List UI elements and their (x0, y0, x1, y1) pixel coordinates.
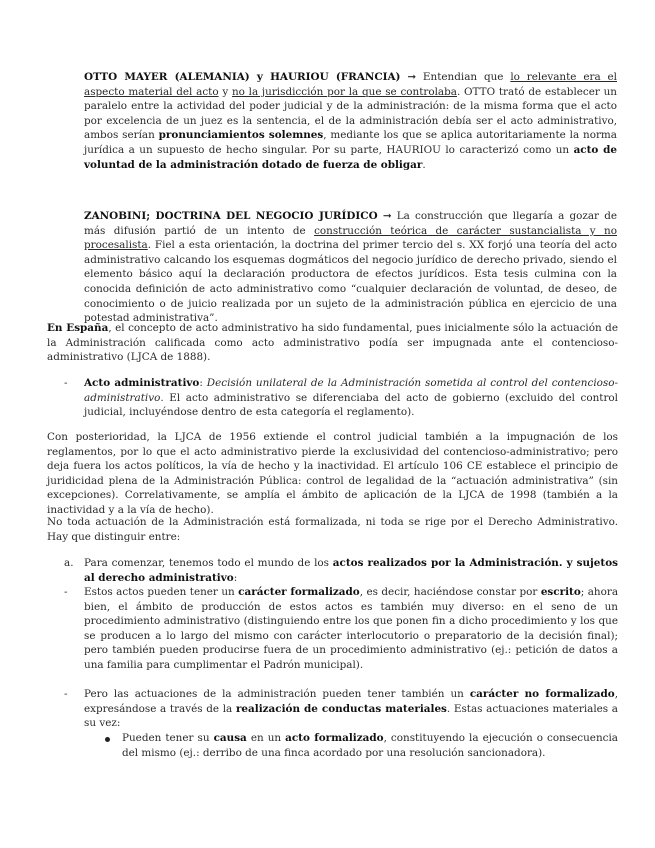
dash-marker: - (64, 586, 68, 598)
espana-paragraph: En España, el concepto de acto administrativo ha sido fundamental, pues inicialmente sólo la actuación de la Administración calificada como acto administrativo podía ser impugnada ante el contencioso-administrativo (LJCA de 1888). (47, 322, 618, 364)
zanobini-heading: ZANOBINI; DOCTRINA DEL NEGOCIO JURÍDICO (84, 210, 378, 222)
list-marker-a: a. (64, 557, 74, 569)
acto-administrativo-item: Acto administrativo: Decisión unilateral de la Administración sometida al control del contencioso-administrativo. El acto administrativo se diferenciaba del acto de gobierno (excluido del control judicial, incluyéndose dentro de esta categoría el reglamento). (84, 377, 618, 419)
otto-mayer-paragraph: OTTO MAYER (ALEMANIA) y HAURIOU (FRANCIA) ➞ Entendian que lo relevante era el aspecto material del acto y no la jurisdicción por la que se controlaba. OTTO trató de establecer un paralelo entre la actividad del poder judicial y de la administración: de la misma forma que el acto por excelencia de un juez es la sentencia, el de la administración debía ser el acto administrativo, ambos serían pronunciamientos solemnes, mediante los que se aplica autoritariamente la norma jurídica a un supuesto de hecho singular. Por su parte, HAURIOU lo caracterizó como un acto de voluntad de la administración dotado de fuerza de obligar. (84, 71, 617, 171)
zanobini-paragraph: ZANOBINI; DOCTRINA DEL NEGOCIO JURÍDICO ➞ La construcción que llegaría a gozar de más difusión partió de un intento de construcción teórica de carácter sustancialista y no procesalista. Fiel a esta orientación, la doctrina del primer tercio del s. XX forjó una teoría del acto administrativo calcando los esquemas dogmáticos del negocio jurídico de derecho privado, siendo el elemento básico aquí la declaración productora de efectos jurídicos. Esta tesis culmina con la conocida definición de acto administrativo como “cualquier declaración de voluntad, de deseo, de conocimiento o de juicio realizada por un sujeto de la administración pública en ejercicio de una potestad administrativa”. (84, 210, 618, 325)
posterioridad-paragraph: Con posterioridad, la LJCA de 1956 extiende el control judicial también a la impugnación de los reglamentos, por lo que el acto administrativo pierde la exclusividad del contencioso-administrativo; pero deja fuera los actos políticos, la vía de hecho y la inactividad. El artículo 106 CE establece el principio de juridicidad plena de la Administración Pública: control de legalidad de la “actuación administrativa” (sin excepciones). Correlativamente, se amplía el ámbito de aplicación de la LJCA de 1998 (también a la inactividad y a la vía de hecho). (47, 431, 618, 516)
causa-subitem: Pueden tener su causa en un acto formalizado, constituyendo la ejecución o consecuencia del mismo (ej.: derribo de una finca acordado por una resolución sancionadora). (122, 732, 618, 759)
arrow-glyph: ➞ (407, 71, 417, 83)
item-a: Para comenzar, tenemos todo el mundo de los actos realizados por la Administración. y sujetos al derecho administrativo: (84, 557, 618, 584)
no-formalizado-item: Pero las actuaciones de la administración pueden tener también un carácter no formalizado, expresándose a través de la realización de conductas materiales. Estas actuaciones materiales a su vez: (84, 688, 619, 730)
bullet-icon (105, 737, 110, 742)
dash-marker: - (64, 377, 68, 389)
no-toda-paragraph: No toda actuación de la Administración está formalizada, ni toda se rige por el Derecho Administrativo. Hay que distinguir entre: (47, 516, 618, 543)
otto-heading: OTTO MAYER (ALEMANIA) y HAURIOU (FRANCIA) (84, 71, 401, 83)
dash-marker: - (64, 688, 68, 700)
formalizado-item: Estos actos pueden tener un carácter formalizado, es decir, haciéndose constar por escrito; ahora bien, el ámbito de producción de estos actos es también muy diverso: en el seno de un procedimiento administrativo (distinguiendo entre los que ponen fin a dicho procedimiento y los que se producen a lo largo del mismo con carácter interlocutorio o preparatorio de la decisión final); pero también pueden producirse fuera de un procedimiento administrativo (ej.: petición de datos a una familia para cumplimentar el Padrón municipal). (84, 586, 619, 671)
arrow-glyph: ➞ (382, 210, 392, 222)
